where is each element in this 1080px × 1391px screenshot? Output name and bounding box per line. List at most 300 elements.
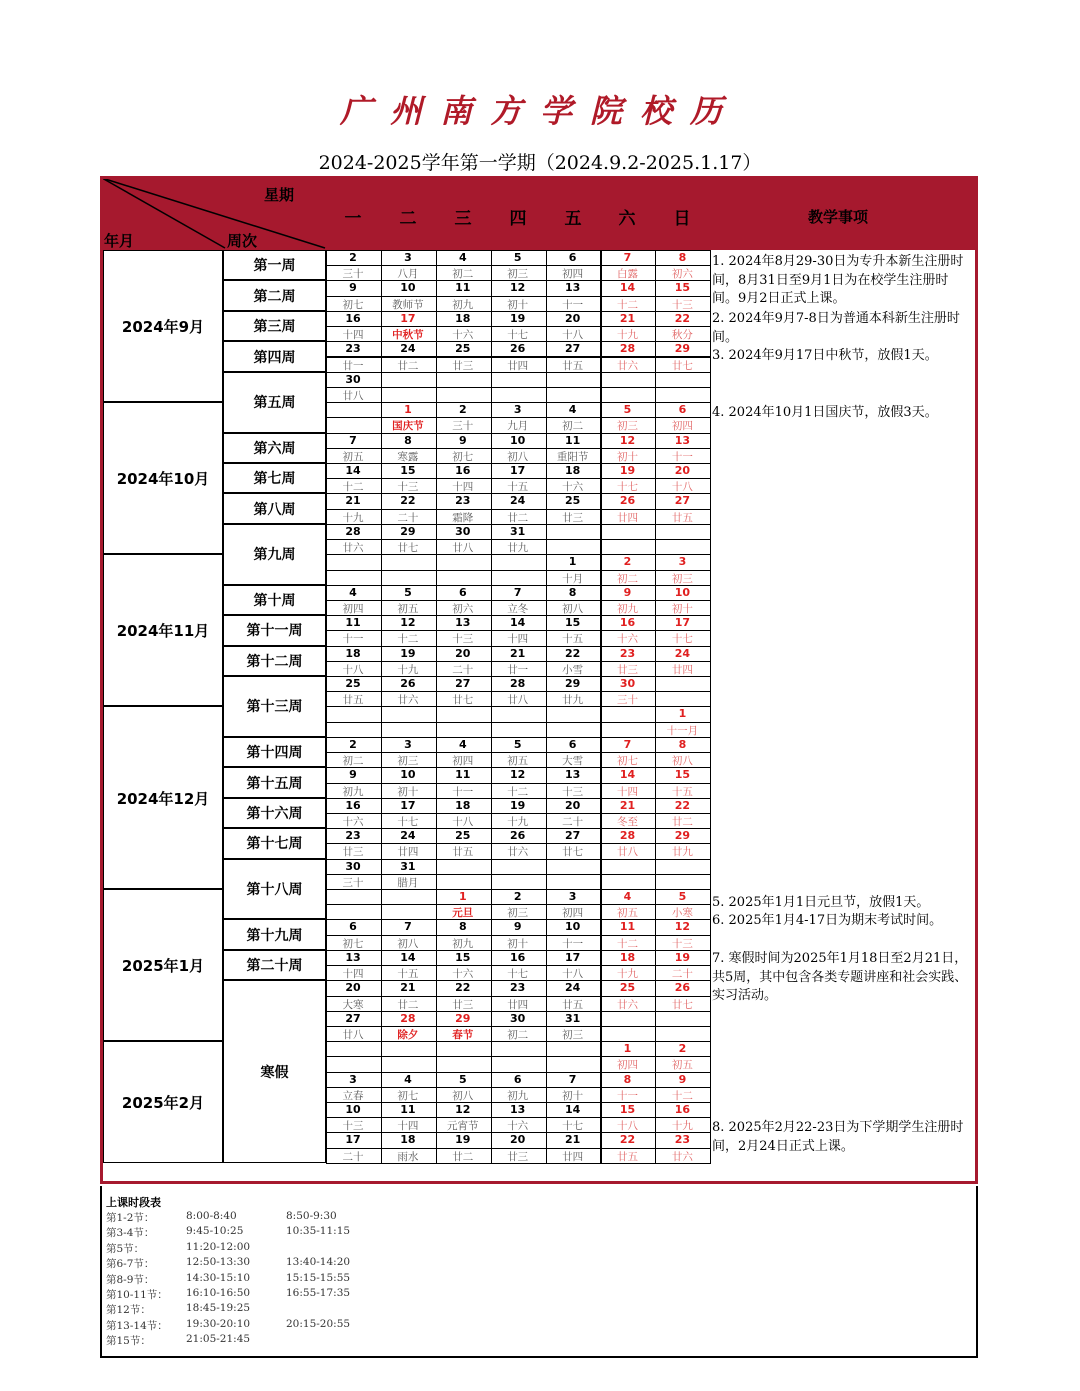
lunar-date: 廿二 bbox=[397, 359, 419, 372]
month-label: 2024年9月 bbox=[121, 318, 205, 337]
day-number: 6 bbox=[458, 585, 467, 599]
day-number: 6 bbox=[349, 920, 357, 934]
day-number: 13 bbox=[455, 616, 471, 630]
lunar-date: 初七 bbox=[397, 1089, 419, 1102]
lunar-date: 十六 bbox=[617, 633, 638, 646]
day-number: 22 bbox=[564, 646, 581, 660]
day-number: 3 bbox=[513, 403, 522, 417]
day-number: 8 bbox=[458, 920, 467, 934]
week-label: 第五周 bbox=[253, 395, 296, 412]
day-number: 6 bbox=[568, 251, 577, 264]
lunar-date: 廿六 bbox=[617, 998, 638, 1011]
lunar-date: 廿七 bbox=[452, 694, 474, 707]
month-label: 2025年1月 bbox=[121, 957, 205, 976]
lunar-date: 廿五 bbox=[342, 694, 364, 707]
lunar-date: 初四 bbox=[562, 268, 584, 281]
lunar-date: 廿六 bbox=[397, 694, 419, 707]
day-number-cell bbox=[546, 524, 602, 540]
lunar-date: 十五 bbox=[562, 633, 584, 646]
day-number: 29 bbox=[455, 1011, 471, 1025]
lunar-date: 十七 bbox=[507, 968, 529, 981]
lunar-date: 大寒 bbox=[342, 998, 364, 1011]
lunar-date: 二十 bbox=[397, 511, 419, 524]
lunar-date: 廿六 bbox=[507, 846, 529, 859]
lunar-date: 雨水 bbox=[397, 1150, 419, 1163]
schedule-period: 第3-4节： bbox=[106, 1227, 155, 1240]
day-number: 22 bbox=[674, 798, 691, 812]
lunar-date: 十三 bbox=[671, 937, 693, 950]
day-number-cell bbox=[436, 372, 492, 388]
lunar-date: 三十 bbox=[342, 876, 364, 889]
lunar-cell bbox=[491, 1056, 547, 1072]
day-number: 27 bbox=[674, 494, 691, 508]
week-label: 第四周 bbox=[253, 349, 296, 366]
day-number: 31 bbox=[510, 524, 526, 538]
week-label: 第十三周 bbox=[246, 699, 303, 716]
day-number: 9 bbox=[349, 768, 357, 782]
day-number: 20 bbox=[564, 798, 581, 812]
lunar-date: 十一 bbox=[342, 633, 364, 646]
day-number: 6 bbox=[678, 403, 687, 417]
day-number: 30 bbox=[345, 372, 361, 386]
day-number: 20 bbox=[674, 464, 691, 477]
day-number: 22 bbox=[455, 981, 471, 995]
day-number: 15 bbox=[619, 1103, 636, 1117]
day-number: 9 bbox=[513, 920, 522, 934]
day-number: 14 bbox=[619, 281, 636, 295]
week-label: 第十四周 bbox=[246, 745, 303, 762]
day-number-cell bbox=[601, 524, 657, 540]
note-item: 7. 寒假时间为2025年1月18日至2月21日，共5周，其中包含各类专题讲座和社会实践、实习活动。 bbox=[712, 951, 968, 1003]
day-number: 29 bbox=[400, 524, 416, 538]
lunar-date: 初十 bbox=[507, 298, 529, 311]
lunar-date: 十七 bbox=[671, 633, 693, 646]
lunar-date: 小寒 bbox=[671, 907, 693, 920]
lunar-date: 十四 bbox=[507, 633, 529, 646]
day-number: 19 bbox=[619, 464, 636, 477]
day-number: 18 bbox=[455, 798, 471, 812]
day-number: 17 bbox=[400, 798, 416, 812]
day-number: 4 bbox=[458, 737, 467, 751]
lunar-date: 初八 bbox=[507, 450, 529, 463]
lunar-date: 初四 bbox=[452, 755, 474, 768]
lunar-date: 初二 bbox=[452, 268, 474, 281]
lunar-date: 初三 bbox=[671, 572, 693, 585]
schedule-time-2: 10:35-11:15 bbox=[286, 1225, 351, 1238]
lunar-cell bbox=[491, 874, 547, 890]
day-number: 20 bbox=[564, 311, 581, 325]
note-item: 1. 2024年8月29-30日为专升本新生注册时间，8月31日至9月1日为在校学生注册时间。9月2日正式上课。 bbox=[712, 254, 964, 306]
day-number: 23 bbox=[510, 981, 526, 995]
week-label: 第十九周 bbox=[246, 927, 303, 944]
day-number: 18 bbox=[564, 464, 581, 477]
day-number: 27 bbox=[455, 677, 471, 691]
lunar-cell bbox=[546, 874, 602, 890]
lunar-date: 十月 bbox=[562, 572, 584, 585]
note-item: 6. 2025年1月4-17日为期末考试时间。 bbox=[712, 913, 943, 928]
day-number: 16 bbox=[455, 464, 471, 477]
day-number: 28 bbox=[619, 342, 636, 356]
day-number: 18 bbox=[400, 1133, 416, 1147]
day-number: 31 bbox=[564, 1011, 581, 1025]
day-number: 2 bbox=[458, 403, 467, 417]
schedule-period: 第15节： bbox=[106, 1335, 151, 1348]
day-number: 4 bbox=[458, 251, 467, 264]
schedule-period: 第5节： bbox=[106, 1242, 145, 1255]
lunar-date: 廿五 bbox=[562, 359, 584, 372]
day-number: 25 bbox=[619, 981, 636, 995]
lunar-date: 中秋节 bbox=[392, 329, 424, 342]
day-header-4: 四 bbox=[509, 209, 527, 229]
day-number: 7 bbox=[513, 585, 522, 599]
day-number: 21 bbox=[510, 646, 526, 660]
lunar-date: 十一 bbox=[562, 937, 584, 950]
day-number: 17 bbox=[564, 950, 581, 964]
day-number: 3 bbox=[678, 555, 687, 569]
week-label: 第十六周 bbox=[246, 805, 303, 822]
day-number: 13 bbox=[564, 281, 581, 295]
day-number: 22 bbox=[400, 494, 416, 508]
lunar-date: 十二 bbox=[397, 633, 419, 646]
lunar-date: 十三 bbox=[562, 785, 584, 798]
lunar-date: 初二 bbox=[507, 1028, 529, 1041]
week-label: 第一周 bbox=[253, 258, 296, 275]
day-header-5: 五 bbox=[564, 209, 582, 229]
schedule-time-1: 16:10-16:50 bbox=[186, 1287, 251, 1299]
lunar-date: 十一 bbox=[562, 298, 584, 311]
day-number: 2 bbox=[349, 737, 357, 751]
lunar-date: 十七 bbox=[507, 329, 529, 342]
day-number: 19 bbox=[510, 798, 526, 812]
lunar-date: 初十 bbox=[671, 602, 693, 615]
day-number-cell bbox=[546, 706, 602, 722]
lunar-date: 秋分 bbox=[671, 329, 693, 342]
lunar-date: 初五 bbox=[617, 907, 638, 920]
week-label: 第八周 bbox=[253, 501, 296, 518]
day-number: 18 bbox=[455, 311, 471, 325]
lunar-date: 十二 bbox=[617, 298, 638, 311]
lunar-date: 十一 bbox=[671, 450, 693, 463]
day-number: 22 bbox=[674, 311, 691, 325]
day-number-cell bbox=[546, 859, 602, 875]
day-number: 28 bbox=[510, 677, 526, 691]
day-number: 16 bbox=[345, 311, 361, 325]
lunar-date: 十三 bbox=[397, 481, 419, 494]
lunar-cell bbox=[436, 387, 492, 403]
day-number: 1 bbox=[404, 403, 412, 417]
day-number: 18 bbox=[345, 646, 361, 660]
lunar-date: 十九 bbox=[617, 329, 638, 342]
day-number-cell bbox=[381, 554, 437, 570]
day-number: 25 bbox=[345, 677, 361, 691]
day-number: 14 bbox=[510, 616, 526, 630]
lunar-date: 廿五 bbox=[617, 1150, 638, 1163]
lunar-date: 廿四 bbox=[397, 846, 419, 859]
schedule-time-1: 8:00-8:40 bbox=[186, 1210, 237, 1222]
lunar-date: 三十 bbox=[452, 420, 474, 433]
lunar-date: 廿七 bbox=[671, 998, 693, 1011]
day-number: 20 bbox=[455, 646, 471, 660]
schedule-time-2: 8:50-9:30 bbox=[286, 1210, 337, 1222]
day-number-cell bbox=[655, 1011, 711, 1027]
lunar-date: 初二 bbox=[617, 572, 638, 585]
lunar-date: 教师节 bbox=[392, 298, 424, 311]
day-number: 26 bbox=[510, 829, 526, 843]
lunar-date: 初十 bbox=[397, 785, 419, 798]
day-number: 17 bbox=[400, 311, 416, 325]
day-number: 19 bbox=[455, 1133, 471, 1147]
schedule-time-2: 16:55-17:35 bbox=[286, 1287, 351, 1299]
week-label: 第七周 bbox=[253, 471, 296, 488]
day-number: 20 bbox=[345, 981, 361, 995]
day-number: 3 bbox=[349, 1072, 357, 1086]
day-number: 5 bbox=[404, 585, 412, 599]
lunar-date: 廿四 bbox=[671, 663, 693, 676]
lunar-date: 十二 bbox=[507, 785, 529, 798]
day-number-cell bbox=[655, 676, 711, 692]
lunar-date: 十八 bbox=[562, 329, 584, 342]
day-number: 14 bbox=[345, 464, 361, 477]
day-number: 25 bbox=[455, 829, 471, 843]
lunar-date: 十九 bbox=[507, 815, 529, 828]
day-number: 24 bbox=[510, 494, 526, 508]
day-number: 30 bbox=[345, 859, 361, 873]
week-label: 第二周 bbox=[253, 288, 296, 305]
week-label: 寒假 bbox=[260, 1064, 289, 1081]
lunar-date: 重阳节 bbox=[556, 450, 589, 463]
day-number: 2 bbox=[623, 555, 632, 569]
lunar-date: 冬至 bbox=[617, 815, 638, 828]
day-number: 24 bbox=[564, 981, 581, 995]
day-number: 12 bbox=[674, 920, 691, 934]
lunar-cell bbox=[655, 539, 711, 555]
matters-label: 教学事项 bbox=[808, 208, 869, 226]
lunar-cell bbox=[436, 570, 492, 586]
lunar-date: 十五 bbox=[397, 968, 419, 981]
day-number: 28 bbox=[400, 1011, 416, 1025]
lunar-date: 廿六 bbox=[617, 359, 638, 372]
lunar-date: 十四 bbox=[342, 329, 364, 342]
day-number: 25 bbox=[455, 342, 471, 356]
day-number: 4 bbox=[568, 403, 577, 417]
day-number: 8 bbox=[678, 251, 687, 264]
lunar-cell bbox=[436, 874, 492, 890]
day-number: 5 bbox=[678, 890, 687, 904]
day-number: 12 bbox=[510, 281, 526, 295]
lunar-date: 初八 bbox=[452, 1089, 474, 1102]
note-item: 3. 2024年9月17日中秋节，放假1天。 bbox=[712, 348, 938, 363]
lunar-date: 十一 bbox=[452, 785, 474, 798]
day-number-cell bbox=[381, 1041, 437, 1057]
day-number: 4 bbox=[349, 585, 357, 599]
day-number: 18 bbox=[619, 950, 636, 964]
schedule-period: 第8-9节： bbox=[106, 1273, 155, 1286]
day-number: 21 bbox=[400, 981, 416, 995]
schedule-period: 第10-11节： bbox=[106, 1289, 168, 1301]
day-number: 19 bbox=[510, 311, 526, 325]
lunar-date: 初十 bbox=[507, 937, 529, 950]
lunar-date: 十七 bbox=[562, 1120, 584, 1133]
day-number: 16 bbox=[674, 1103, 691, 1117]
lunar-date: 十五 bbox=[671, 785, 693, 798]
day-number: 10 bbox=[510, 433, 526, 447]
day-number-cell bbox=[491, 372, 547, 388]
day-number: 13 bbox=[674, 433, 691, 447]
lunar-cell bbox=[601, 387, 657, 403]
day-number-cell bbox=[655, 859, 711, 875]
lunar-date: 十九 bbox=[342, 511, 364, 524]
day-number: 29 bbox=[564, 677, 581, 691]
week-label: 周次 bbox=[227, 232, 258, 250]
lunar-cell bbox=[601, 874, 657, 890]
lunar-date: 廿三 bbox=[562, 511, 584, 524]
lunar-date: 十九 bbox=[617, 968, 638, 981]
lunar-date: 小雪 bbox=[562, 663, 584, 676]
day-number-cell bbox=[436, 554, 492, 570]
lunar-cell bbox=[601, 539, 657, 555]
lunar-date: 廿五 bbox=[562, 998, 584, 1011]
day-number: 7 bbox=[349, 433, 357, 447]
day-number-cell bbox=[655, 372, 711, 388]
lunar-cell bbox=[601, 722, 657, 738]
schedule-time-1: 18:45-19:25 bbox=[186, 1302, 251, 1315]
day-number: 30 bbox=[455, 524, 471, 538]
lunar-cell bbox=[381, 387, 437, 403]
lunar-date: 廿七 bbox=[562, 846, 584, 859]
lunar-cell bbox=[381, 904, 437, 920]
day-number: 31 bbox=[400, 859, 416, 873]
lunar-date: 霜降 bbox=[452, 511, 474, 524]
lunar-date: 初五 bbox=[671, 1059, 693, 1072]
lunar-date: 腊月 bbox=[397, 876, 419, 889]
lunar-date: 二十 bbox=[562, 815, 584, 828]
lunar-date: 八月 bbox=[397, 268, 419, 281]
note-item: 5. 2025年1月1日元旦节，放假1天。 bbox=[712, 895, 930, 910]
month-label: 2024年11月 bbox=[116, 622, 210, 641]
lunar-date: 十五 bbox=[507, 481, 529, 494]
day-number: 12 bbox=[510, 768, 526, 782]
day-number: 2 bbox=[349, 251, 357, 264]
lunar-date: 廿六 bbox=[671, 1150, 693, 1163]
lunar-date: 十四 bbox=[397, 1120, 419, 1133]
day-number: 23 bbox=[455, 494, 471, 508]
lunar-date: 初九 bbox=[507, 1089, 529, 1102]
notes-column bbox=[710, 250, 975, 1163]
lunar-cell bbox=[491, 570, 547, 586]
day-header-3: 三 bbox=[454, 209, 472, 229]
lunar-cell bbox=[546, 1056, 602, 1072]
day-header-7: 日 bbox=[673, 209, 691, 229]
lunar-date: 廿七 bbox=[397, 542, 419, 555]
day-number: 6 bbox=[568, 737, 577, 751]
week-label: 第九周 bbox=[253, 547, 296, 564]
day-number: 26 bbox=[400, 677, 416, 691]
lunar-date: 初六 bbox=[452, 602, 474, 615]
lunar-date: 十六 bbox=[452, 329, 474, 342]
day-number: 22 bbox=[619, 1133, 636, 1147]
day-number: 14 bbox=[400, 950, 416, 964]
week-label: 第十一周 bbox=[246, 623, 303, 640]
lunar-date: 初十 bbox=[617, 450, 638, 463]
day-number: 29 bbox=[674, 829, 691, 843]
schedule-time-2: 20:15-20:55 bbox=[286, 1317, 351, 1330]
day-number: 23 bbox=[674, 1133, 691, 1147]
day-number-cell bbox=[436, 859, 492, 875]
day-number: 30 bbox=[510, 1011, 526, 1025]
lunar-cell bbox=[436, 722, 492, 738]
lunar-date: 廿二 bbox=[671, 815, 693, 828]
lunar-date: 十二 bbox=[617, 937, 638, 950]
day-number: 7 bbox=[623, 251, 632, 264]
lunar-date: 廿四 bbox=[617, 511, 638, 524]
lunar-date: 初三 bbox=[507, 268, 529, 281]
lunar-date: 十六 bbox=[342, 815, 364, 828]
lunar-date: 十九 bbox=[671, 1120, 693, 1133]
schedule-period: 第6-7节： bbox=[106, 1258, 155, 1271]
day-number: 7 bbox=[404, 920, 412, 934]
day-header-1: 一 bbox=[344, 209, 362, 229]
lunar-date: 初九 bbox=[452, 298, 474, 311]
day-number: 17 bbox=[345, 1133, 361, 1147]
day-number: 9 bbox=[349, 281, 357, 295]
schedule-time-2: 13:40-14:20 bbox=[286, 1256, 351, 1269]
lunar-date: 初六 bbox=[671, 268, 693, 281]
schedule-time-1: 9:45-10:25 bbox=[186, 1225, 244, 1238]
day-number: 10 bbox=[674, 585, 691, 599]
lunar-date: 廿四 bbox=[507, 359, 529, 372]
day-number-cell bbox=[436, 1041, 492, 1057]
day-number-cell bbox=[326, 402, 382, 418]
day-number: 9 bbox=[458, 433, 467, 447]
schedule-time-1: 21:05-21:45 bbox=[186, 1333, 251, 1346]
lunar-date: 元宵节 bbox=[447, 1120, 479, 1133]
lunar-cell bbox=[326, 1056, 382, 1072]
lunar-date: 初四 bbox=[617, 1059, 638, 1072]
month-label: 2024年12月 bbox=[116, 789, 210, 808]
lunar-date: 廿二 bbox=[507, 511, 529, 524]
lunar-date: 廿四 bbox=[507, 998, 529, 1011]
lunar-date: 十六 bbox=[452, 968, 474, 981]
lunar-cell bbox=[326, 722, 382, 738]
lunar-date: 初十 bbox=[562, 1089, 584, 1102]
day-number: 28 bbox=[345, 524, 361, 538]
day-number: 19 bbox=[674, 950, 691, 964]
day-number: 3 bbox=[404, 251, 412, 264]
day-number: 7 bbox=[568, 1072, 577, 1086]
lunar-date: 初五 bbox=[342, 450, 364, 463]
lunar-date: 国庆节 bbox=[392, 420, 424, 433]
lunar-date: 廿九 bbox=[507, 542, 529, 555]
lunar-date: 十六 bbox=[507, 1120, 529, 1133]
schedule-time-2: 15:15-15:55 bbox=[286, 1271, 351, 1284]
yearmonth-label: 年月 bbox=[104, 232, 135, 250]
week-label: 第十五周 bbox=[246, 775, 303, 792]
lunar-date: 三十 bbox=[342, 268, 364, 281]
lunar-date: 白露 bbox=[617, 268, 638, 281]
lunar-cell bbox=[491, 387, 547, 403]
lunar-date: 廿四 bbox=[562, 1150, 584, 1163]
day-number-cell bbox=[381, 372, 437, 388]
day-number: 1 bbox=[568, 555, 577, 569]
lunar-date: 初九 bbox=[617, 602, 638, 615]
lunar-date: 初三 bbox=[617, 420, 638, 433]
lunar-date: 立春 bbox=[342, 1089, 364, 1102]
day-number: 26 bbox=[674, 981, 691, 995]
lunar-date: 初九 bbox=[452, 937, 474, 950]
lunar-date: 初四 bbox=[671, 420, 693, 433]
day-number: 26 bbox=[619, 494, 636, 508]
day-number: 4 bbox=[404, 1072, 412, 1086]
